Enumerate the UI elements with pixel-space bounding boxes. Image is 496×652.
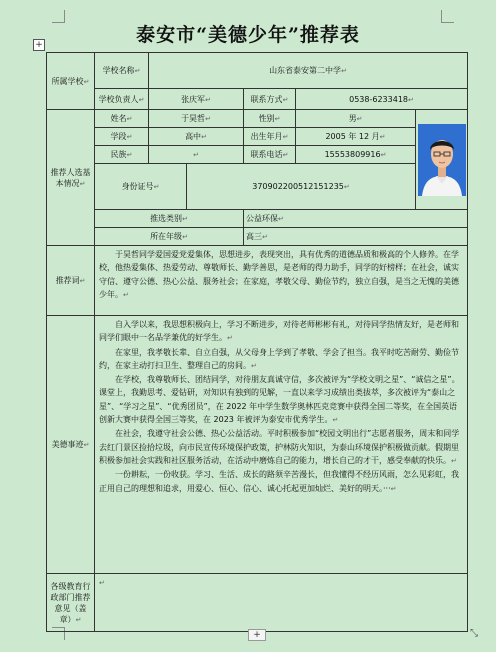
phone-label: 联系电话↵ xyxy=(244,146,296,164)
candidate-section-header: 推荐人选基本情况↵ xyxy=(47,110,95,246)
opinion-field[interactable]: ↵ xyxy=(95,574,468,632)
ethnicity-label: 民族↵ xyxy=(95,146,149,164)
deeds-paragraph: 在社会，我遵守社会公德、热心公益活动。平时积极参加“校园文明出行”志愿者服务，周末和同学去红门景区捡拾垃圾，向市民宣传环境保护政策，护林防火知识，为泰山环境保护积极做贡献。假期里积极参加社会实践和社区服务活动，在活动中磨炼自己的能力，增长自己的才干，感受奉献的快乐。↵ xyxy=(99,429,460,465)
document-title: 泰安市“美德少年”推荐表 xyxy=(136,24,360,46)
contact-person-label: 学校负责人↵ xyxy=(95,89,149,110)
phone-value[interactable]: 15553809916↵ xyxy=(296,146,416,164)
name-value[interactable]: 于昊哲↵ xyxy=(149,110,244,128)
category-value[interactable]: 公益环保↵ xyxy=(244,210,468,228)
contact-person-value[interactable]: 张庆军↵ xyxy=(149,89,244,110)
birth-label: 出生年月↵ xyxy=(244,128,296,146)
recommend-text[interactable]: 于昊哲同学爱国爱党爱集体，思想进步，表现突出，具有优秀的道德品质和极高的个人修养。在学校，他热爱集体、热爱劳动、尊敬师长、勤学善思，是老师的得力助手，同学的好榜样；在社会，诚实守信、遵守公德、热心公益、服务社会；在家庭，孝敬父母、勤俭节约，独立自强，是当之无愧的美德少年。↵ xyxy=(95,246,468,316)
candidate-photo-image xyxy=(418,124,466,196)
grade-label: 所在年级↵ xyxy=(95,228,244,246)
deeds-header: 美德事迹↵ xyxy=(47,316,95,574)
edu-label: 学段↵ xyxy=(95,128,149,146)
grade-value[interactable]: 高三↵ xyxy=(244,228,468,246)
id-value[interactable]: 370902200512151235↵ xyxy=(187,164,416,210)
table-move-handle[interactable]: + xyxy=(33,39,45,51)
deeds-text[interactable] xyxy=(95,316,468,574)
contact-method-label: 联系方式↵ xyxy=(244,89,296,110)
candidate-photo xyxy=(416,110,468,210)
school-section-header: 所属学校↵ xyxy=(47,53,95,110)
table-resize-handle[interactable]: ⤡ xyxy=(470,628,478,639)
deeds-paragraph: 自入学以来，我思想积极向上，学习不断进步，对待老师彬彬有礼，对待同学热情友好，是老师和同学们眼中一名品学兼优的好学生。↵ xyxy=(99,320,459,343)
recommend-header: 推荐词↵ xyxy=(47,246,95,316)
contact-method-value[interactable]: 0538-6233418↵ xyxy=(296,89,468,110)
category-label: 推选类别↵ xyxy=(95,210,244,228)
opinion-header: 各级教育行政部门推荐意见（盖章）↵ xyxy=(47,574,95,632)
deeds-paragraph: 在家里，我孝敬长辈、自立自强，从父母身上学到了孝敬、学会了担当。我平时吃苦耐劳、勤俭节约，在家主动打扫卫生、整理自己的房间。↵ xyxy=(99,347,459,370)
school-name-value[interactable]: 山东省泰安第二中学↵ xyxy=(149,53,468,89)
recommendation-table xyxy=(46,52,468,632)
birth-value[interactable]: 2005 年 12 月↵ xyxy=(296,128,416,146)
deeds-paragraph: 在学校，我尊敬师长、团结同学，对待朋友真诚守信，多次被评为“学校文明之星”、“诚信之星”。课堂上，我勤思考、爱钻研，对知识有独到的见解，一直以来学习成绩出类拔萃，多次被评为“泰山之星”、“学习之星”、“优秀团员”，在 2022 年中学生数学奥林匹克竞赛中获得全国二等奖，在全国英语创新大赛中获得全国三等奖，在 2023 年被评为泰安市优秀学生。↵ xyxy=(99,375,460,425)
edu-value[interactable]: 高中↵ xyxy=(149,128,244,146)
add-row-button[interactable]: + xyxy=(248,629,266,641)
gender-label: 性别↵ xyxy=(244,110,296,128)
gender-value[interactable]: 男↵ xyxy=(296,110,416,128)
ethnicity-value[interactable]: ↵ xyxy=(149,146,244,164)
id-label: 身份证号↵ xyxy=(95,164,187,210)
school-name-label: 学校名称↵ xyxy=(95,53,149,89)
name-label: 姓名↵ xyxy=(95,110,149,128)
deeds-paragraph: 一份耕耘，一份收获。学习、生活、成长的路须辛苦漫长，但我懂得不经历风雨，怎么见彩虹，我正用自己的理想和追求，用爱心、恒心、信心、诚心托起更加灿烂、美好的明天。···↵ xyxy=(99,470,459,493)
